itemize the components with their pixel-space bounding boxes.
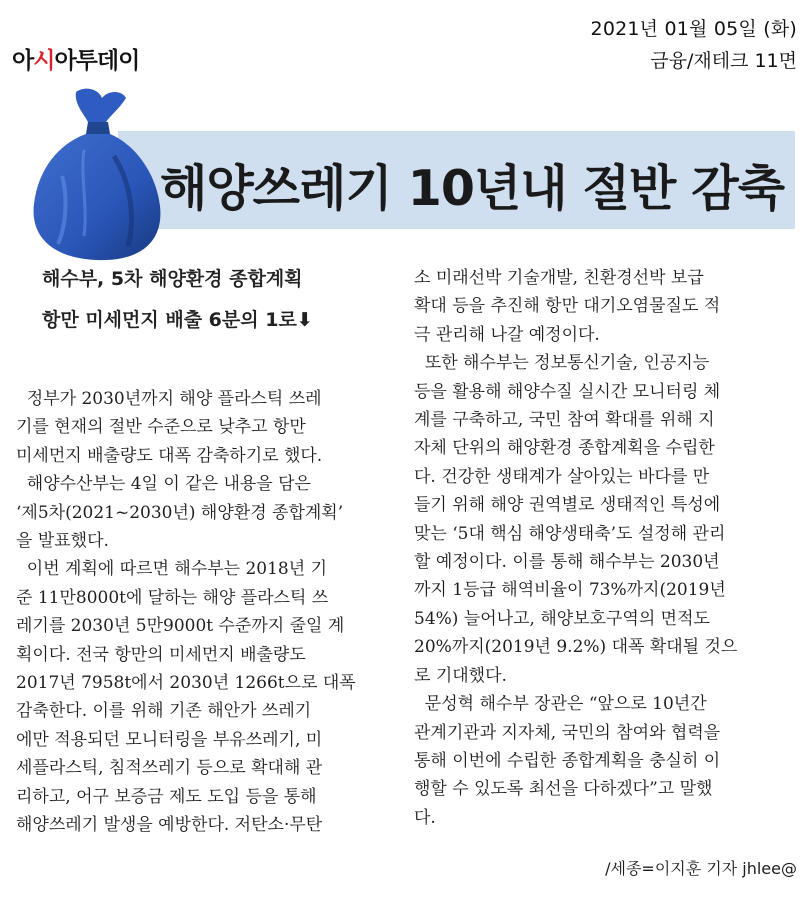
text-line: 감축한다. 이를 위해 기존 해안가 쓰레기 <box>16 701 312 722</box>
text-line: 극 관리해 나갈 예정이다. <box>414 324 600 345</box>
text-line: 확대 등을 추진해 항만 대기오염물질도 적 <box>414 296 721 317</box>
section-page: 금융/재테크 11면 <box>650 50 797 72</box>
text-line: 기를 현재의 절반 수준으로 낮추고 항만 <box>16 417 306 438</box>
text-line: 통해 이번에 수립한 종합계획을 충실히 이 <box>414 750 721 771</box>
subheads <box>42 264 382 346</box>
text-line: 54%) 늘어나고, 해양보호구역의 면적도 <box>414 608 710 629</box>
text-line: 준 11만8000t에 달하는 해양 플라스틱 쓰 <box>16 587 329 608</box>
text-line: 미세먼지 배출량도 대폭 감축하기로 했다. <box>16 445 323 466</box>
text-line: 자체 단위의 해양환경 종합계획을 수립한 <box>414 438 715 459</box>
text-line: 2017년 7958t에서 2030년 1266t으로 대폭 <box>16 673 356 694</box>
text-line: 획이다. 전국 항만의 미세먼지 배출량도 <box>16 644 306 665</box>
text-line: ‘제5차(2021~2030년) 해양환경 종합계획’ <box>16 502 344 523</box>
text-line: 까지 1등급 해역비율이 73%까지(2019년 <box>414 580 726 601</box>
text-line: 문성혁 해수부 장관은 “앞으로 10년간 <box>414 694 707 715</box>
text-line: 행할 수 있도록 최선을 다하겠다”고 말했 <box>414 779 713 800</box>
text-line: 레기를 2030년 5만9000t 수준까지 줄일 계 <box>16 616 345 637</box>
text-line: 에만 적용되던 모니터링을 부유쓰레기, 미 <box>16 729 323 750</box>
text-line: 정부가 2030년까지 해양 플라스틱 쓰레 <box>16 389 322 409</box>
article-column-right <box>414 264 796 832</box>
text-line: 20%까지(2019년 9.2%) 대폭 확대될 것으 <box>414 637 738 658</box>
text-line: 다. 건강한 생태계가 살아있는 바다를 만 <box>414 466 710 487</box>
text-line: 이번 계획에 따르면 해수부는 2018년 기 <box>16 559 327 580</box>
headline: 해양쓰레기 10년내 절반 감축 <box>160 160 785 217</box>
trash-bag-icon <box>18 86 174 264</box>
text-line: 또한 해수부는 정보통신기술, 인공지능 <box>414 353 710 374</box>
masthead-logo <box>12 42 139 75</box>
logo-accent: 시 <box>33 48 55 74</box>
logo-part: 아 <box>12 48 34 74</box>
text-line: 리하고, 어구 보증금 제도 도입 등을 통해 <box>16 786 317 807</box>
text-line: 해양수산부는 4일 이 같은 내용을 담은 <box>16 474 311 495</box>
article-column-left <box>16 385 392 840</box>
text-line: 소 미래선박 기술개발, 친환경선박 보급 <box>414 268 704 288</box>
text-line: 등을 활용해 해양수질 실시간 모니터링 체 <box>414 381 721 402</box>
publication-date: 2021년 01월 05일 (화) <box>590 18 797 40</box>
byline: /세종=이지훈 기자 jhlee@ <box>605 859 797 878</box>
text-line: 세플라스틱, 침적쓰레기 등으로 확대해 관 <box>16 758 323 779</box>
text-line: 을 발표했다. <box>16 531 109 552</box>
subhead-1: 해수부, 5차 해양환경 종합계획 <box>42 268 303 290</box>
text-line: 들기 위해 해양 권역별로 생태적인 특성에 <box>414 495 721 516</box>
text-line: 맞는 ‘5대 핵심 해양생태축’도 설정해 관리 <box>414 523 726 544</box>
subhead-2: 항만 미세먼지 배출 6분의 1로⬇ <box>42 309 313 331</box>
text-line: 관계기관과 지자체, 국민의 참여와 협력을 <box>414 722 721 743</box>
text-line: 로 기대했다. <box>414 665 507 686</box>
logo-part: 아투데이 <box>54 48 140 74</box>
text-line: 다. <box>414 807 436 828</box>
text-line: 할 예정이다. 이를 통해 해수부는 2030년 <box>414 552 720 573</box>
text-line: 해양쓰레기 발생을 예방한다. 저탄소·무탄 <box>16 815 323 836</box>
text-line: 계를 구축하고, 국민 참여 확대를 위해 지 <box>414 410 715 431</box>
